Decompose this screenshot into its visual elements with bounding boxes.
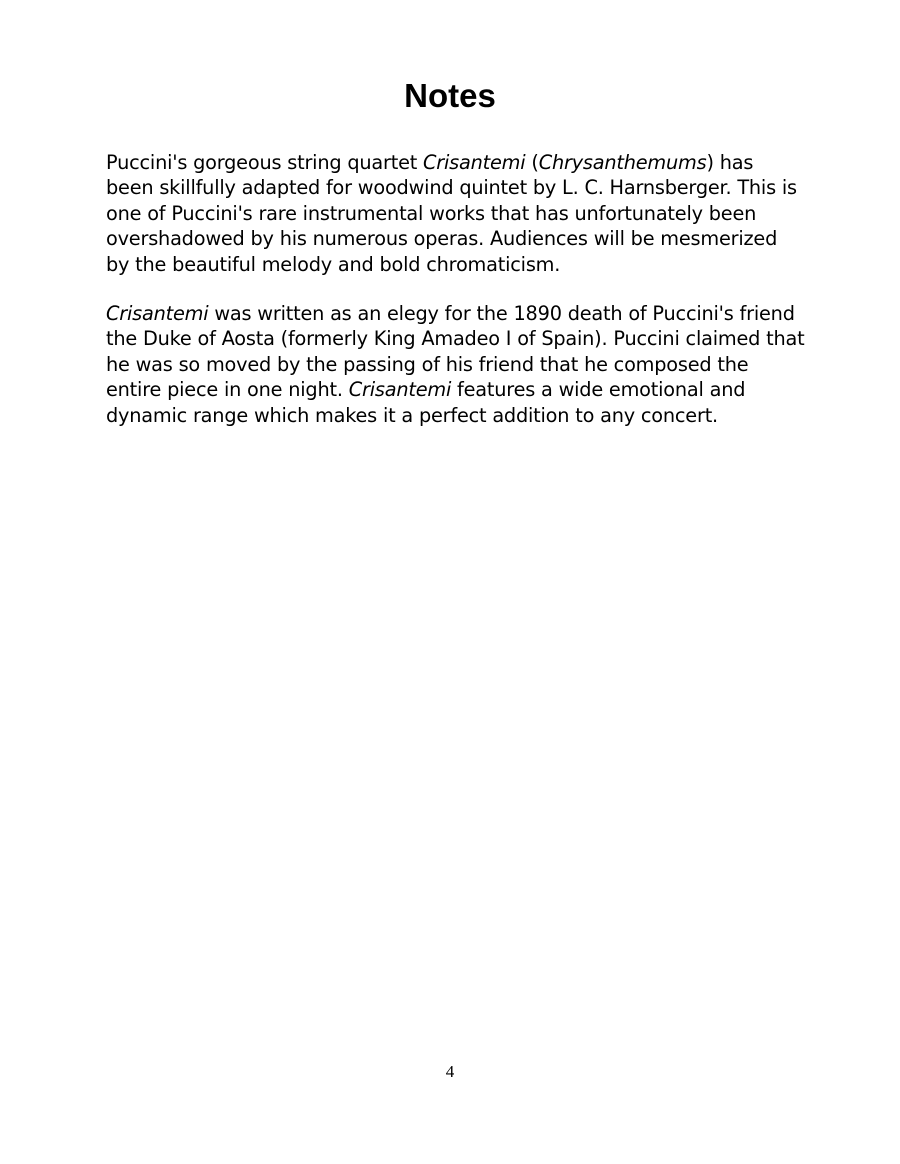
notes-paragraph-2 — [106, 301, 806, 428]
notes-paragraph-1 — [106, 150, 806, 277]
paragraph-text: ) has been skillfully adapted for woodwind quintet by L. C. Harnsberger. This is one of Puccini's rare instrumental works that has unfortunately been overshadowed by his numerous operas. Audiences will be mesmerized by the beautiful melody and bold chromaticism. — [106, 151, 797, 276]
paragraph-text: was written as an elegy for the 1890 death of Puccini's friend the Duke of Aosta (formerly King Amadeo I of Spain). Puccini claimed that he was so moved by the passing of his friend that he composed the entire piece in one night. — [106, 302, 805, 402]
work-title: Crisantemi — [423, 151, 526, 174]
page-number: 4 — [445, 1062, 455, 1081]
work-title: Crisantemi — [106, 302, 209, 325]
work-title-translation: Chrysanthemums — [538, 151, 707, 174]
paragraph-text: features a wide emotional and dynamic range which makes it a perfect addition to any concert. — [106, 378, 746, 427]
work-title: Crisantemi — [348, 378, 452, 402]
paragraph-text: Puccini's gorgeous string quartet — [106, 151, 424, 174]
paragraph-text: ( — [525, 151, 539, 174]
page-title: Notes — [404, 77, 496, 114]
